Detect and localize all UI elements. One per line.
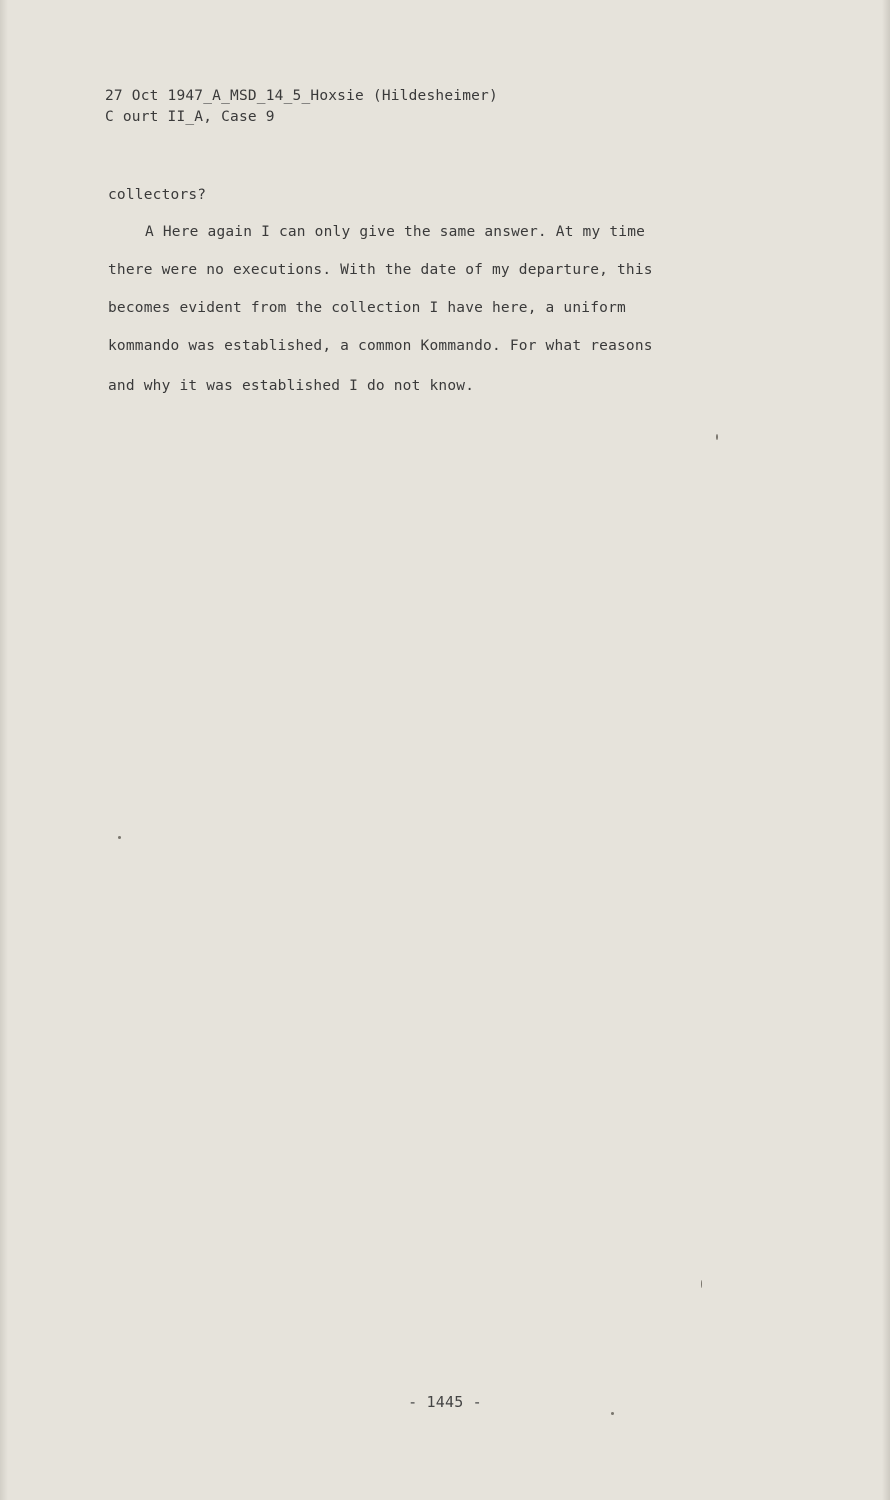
header-court-case: C ourt II_A, Case 9 xyxy=(105,109,275,125)
page-right-edge xyxy=(882,0,890,1500)
transcript-line: becomes evident from the collection I have here, a uniform xyxy=(108,300,626,316)
transcript-line: kommando was established, a common Kommando. For what reasons xyxy=(108,338,653,354)
paper-speck xyxy=(701,1280,702,1288)
paper-speck xyxy=(716,434,718,440)
transcript-line: and why it was established I do not know. xyxy=(108,378,475,394)
header-date-reference: 27 Oct 1947_A_MSD_14_5_Hoxsie (Hildesheimer) xyxy=(105,88,498,104)
paper-speck xyxy=(611,1412,614,1415)
transcript-line: collectors? xyxy=(108,187,207,203)
page-number: - 1445 - xyxy=(408,1393,482,1411)
paper-speck xyxy=(118,836,121,839)
transcript-line: A Here again I can only give the same answer. At my time xyxy=(145,224,646,240)
page-left-edge xyxy=(0,0,8,1500)
transcript-line: there were no executions. With the date of my departure, this xyxy=(108,262,653,278)
